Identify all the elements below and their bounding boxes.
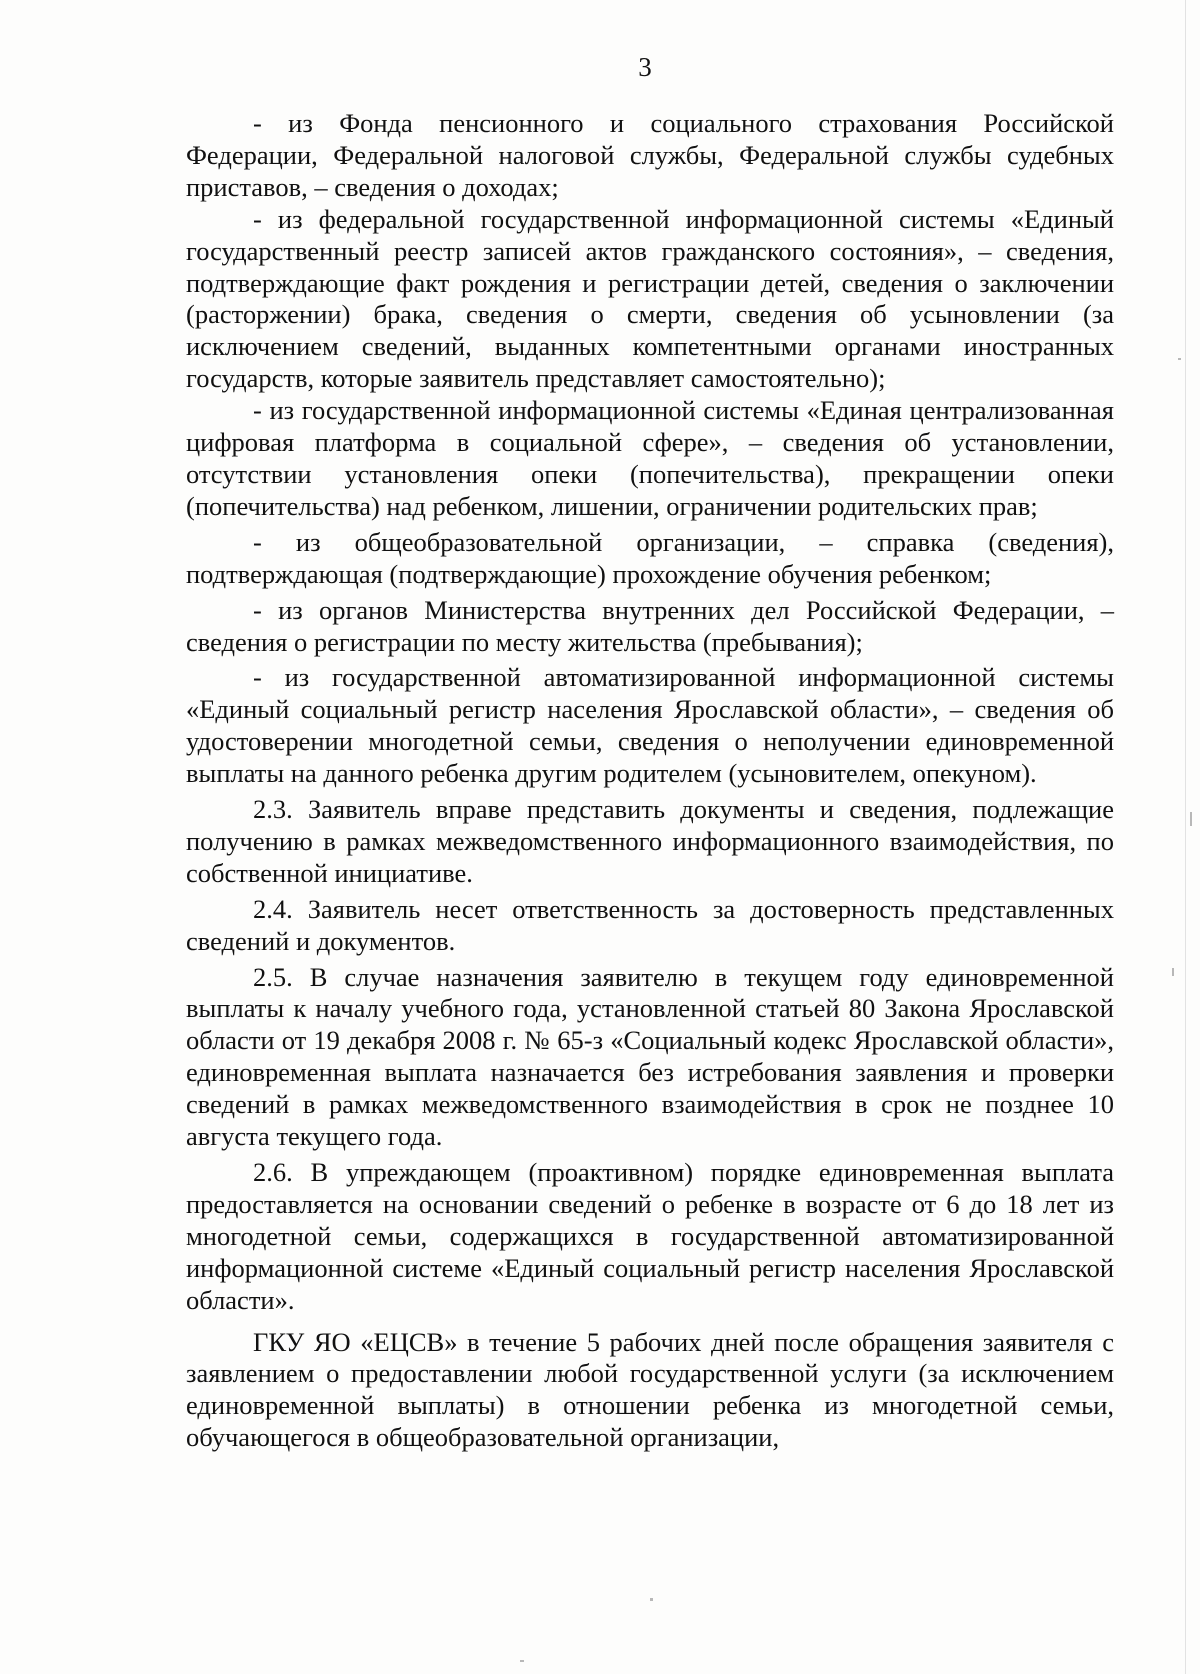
scan-speck [520,1660,524,1662]
paragraph-ecsv: ГКУ ЯО «ЕЦСВ» в течение 5 рабочих дней после обращения заявителя с заявлением о предоставлении любой государственной услуги (за исключением единовременной выплаты) в отношении ребенка из многодетной семьи, обучающегося в общеобразовательной организации, [186,1326,1114,1453]
scan-speck [1178,358,1181,360]
paragraph-2-5: 2.5. В случае назначения заявителю в текущем году единовременной выплаты к началу учебного года, установленной статьей 80 Закона Ярославской области от 19 декабря 2008 г. № 65-з «Социальный кодекс Ярославской области», единовременная выплата назначается без истребования заявления и проверки сведений в рамках межведомственного взаимодействия в срок не позднее 10 августа текущего года. [186,961,1114,1152]
scan-speck [650,1598,653,1601]
scan-speck [1190,812,1192,826]
paragraph-income-sources: - из Фонда пенсионного и социального страхования Российской Федерации, Федеральной налоговой службы, Федеральной службы судебных приставов, – сведения о доходах; [186,108,1114,202]
scan-edge-line [1185,0,1186,1674]
paragraph-school-certificate: - из общеобразовательной организации, – справка (сведения), подтверждающая (подтверждающие) прохождение обучения ребенком; [186,526,1114,589]
paragraph-social-platform: - из государственной информационной системы «Единая централизованная цифровая платформа в социальной сфере», – сведения об установлении, отсутствии установления опеки (попечительства), прекращении опеки (попечительства) над ребенком, лишении, ограничении родительских прав; [186,395,1114,521]
scan-speck [1172,968,1174,976]
page-number: 3 [638,52,652,82]
paragraph-2-6: 2.6. В упреждающем (проактивном) порядке единовременная выплата предоставляется на основании сведений о ребенке в возрасте от 6 до 18 лет из многодетной семьи, содержащихся в государственной автоматизированной информационной системе «Единый социальный регистр населения Ярославской области». [186,1157,1114,1315]
paragraph-interior-ministry: - из органов Министерства внутренних дел Российской Федерации, – сведения о регистрации по месту жительства (пребывания); [186,594,1114,657]
paragraph-civil-registry: - из федеральной государственной информационной системы «Единый государственный реестр записей актов гражданского состояния», – сведения, подтверждающие факт рождения и регистрации детей, сведения о заключении (расторжении) брака, сведения о смерти, сведения об усыновлении (за исключением сведений, выданных компетентными органами иностранных государств, которые заявитель представляет самостоятельно); [186,203,1114,394]
document-body [186,108,1114,1454]
paragraph-2-3: 2.3. Заявитель вправе представить документы и сведения, подлежащие получению в рамках межведомственного информационного взаимодействия, по собственной инициативе. [186,794,1114,888]
paragraph-2-4: 2.4. Заявитель несет ответственность за достоверность представленных сведений и документов. [186,893,1114,956]
paragraph-social-register: - из государственной автоматизированной информационной системы «Единый социальный регистр населения Ярославской области», – сведения об удостоверении многодетной семьи, сведения о неполучении единовременной выплаты на данного ребенка другим родителем (усыновителем, опекуном). [186,662,1114,789]
